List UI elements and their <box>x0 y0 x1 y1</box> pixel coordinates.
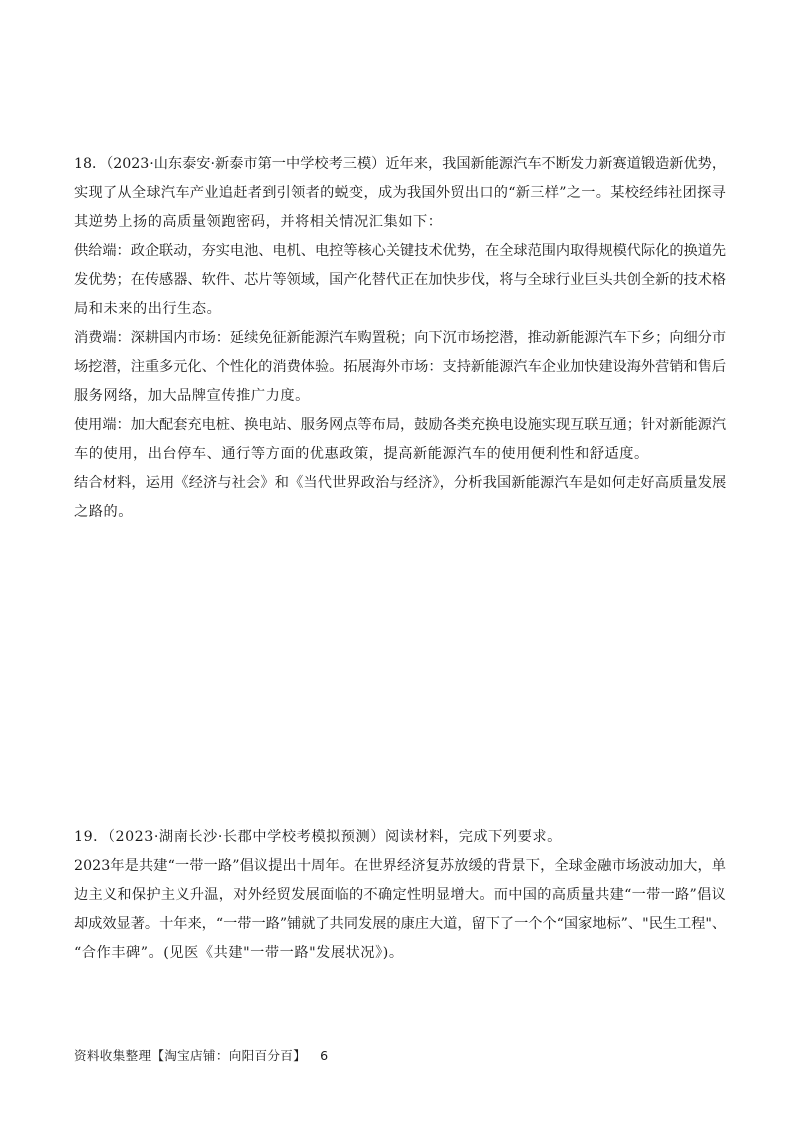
question-18 <box>74 150 726 527</box>
q19-line: “合作丰碑”。(见医《共建"一带一路"发展状况》)。 <box>74 945 404 961</box>
q19-line: 19．（2023·湖南长沙·长郡中学校考模拟预测）阅读材料，完成下列要求。 <box>74 829 562 845</box>
q19-line: 边主义和保护主义升温，对外经贸发展面临的不确定性明显增大。而中国的高质量共建“一带一路”倡议 <box>74 887 726 903</box>
q18-line: 局和未来的出行生态。 <box>74 301 222 317</box>
question-19 <box>74 823 726 968</box>
q18-line: 服务网络，加大品牌宣传推广力度。 <box>74 388 310 404</box>
q18-line: 供给端：政企联动，夯实电池、电机、电控等核心关键技术优势，在全球范围内取得规模代际化的换道先 <box>74 243 726 259</box>
footer-text: 资料收集整理【淘宝店铺：向阳百分百】 <box>74 1048 307 1063</box>
q19-line: 却成效显著。十年来，“一带一路”铺就了共同发展的康庄大道，留下了一个个“国家地标”、"民生工程"、 <box>74 916 726 932</box>
q19-line: 2023年是共建“一带一路”倡议提出十周年。在世界经济复苏放缓的背景下，全球金融市场波动加大，单 <box>74 858 726 874</box>
q18-line: 消费端：深耕国内市场：延续免征新能源汽车购置税；向下沉市场挖潜，推动新能源汽车下乡；向细分市 <box>74 330 726 346</box>
q18-line: 实现了从全球汽车产业追赶者到引领者的蜕变，成为我国外贸出口的“新三样”之一。某校经纬社团探寻 <box>74 185 726 201</box>
q18-line: 使用端：加大配套充电桩、换电站、服务网点等布局，鼓励各类充换电设施实现互联互通；针对新能源汽 <box>74 417 726 433</box>
q18-line: 其逆势上扬的高质量领跑密码，并将相关情况汇集如下： <box>74 214 443 230</box>
q18-line: 场挖潜，注重多元化、个性化的消费体验。拓展海外市场：支持新能源汽车企业加快建设海外营销和售后 <box>74 359 726 375</box>
q18-line: 之路的。 <box>74 504 133 520</box>
page-number: 6 <box>320 1048 329 1063</box>
q18-line: 18．（2023·山东泰安·新泰市第一中学校考三模）近年来，我国新能源汽车不断发力新赛道锻造新优势， <box>74 156 726 172</box>
q18-line: 发优势；在传感器、软件、芯片等领域，国产化替代正在加快步伐，将与全球行业巨头共创全新的技术格 <box>74 272 726 288</box>
q18-line: 结合材料，运用《经济与社会》和《当代世界政治与经济》，分析我国新能源汽车是如何走好高质量发展 <box>74 475 727 491</box>
q18-line: 车的使用，出台停车、通行等方面的优惠政策，提高新能源汽车的使用便利性和舒适度。 <box>74 446 649 462</box>
page-footer <box>74 1046 328 1066</box>
